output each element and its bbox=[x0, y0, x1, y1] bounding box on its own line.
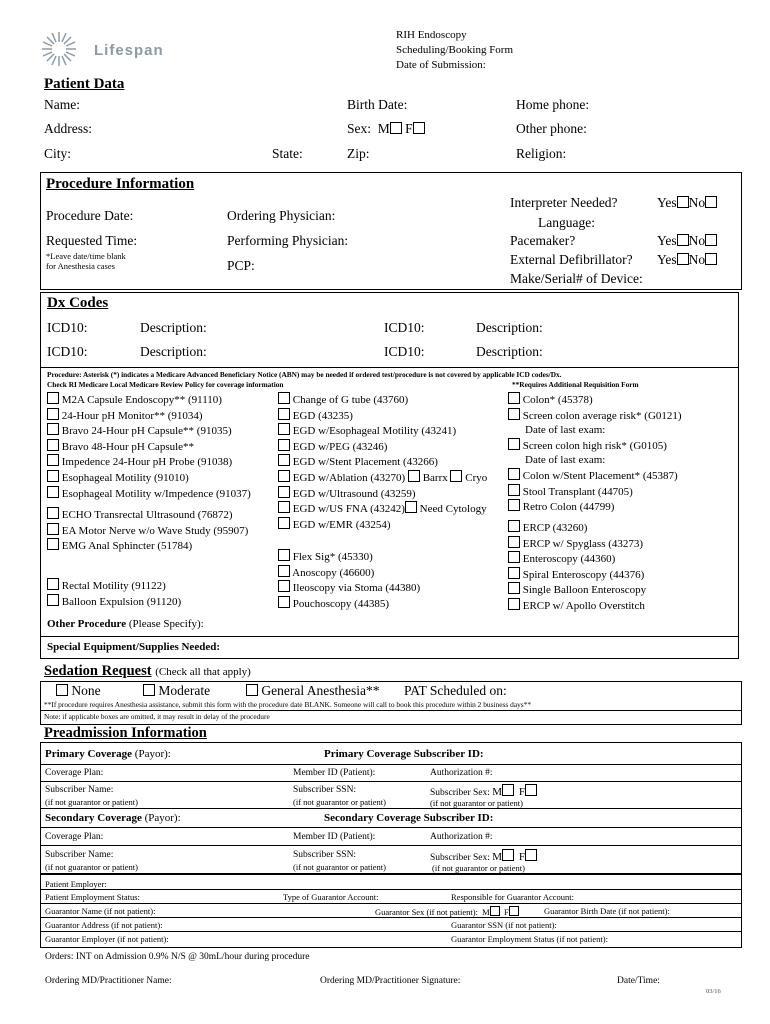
list-item[interactable]: EGD w/PEG (43246) bbox=[278, 439, 487, 455]
lifespan-burst-icon bbox=[40, 30, 78, 68]
ordering-md-signature-field[interactable]: Ordering MD/Practitioner Signature: bbox=[320, 976, 461, 986]
list-item[interactable]: EGD w/US FNA (43242) Need Cytology bbox=[278, 501, 487, 517]
defibrillator-yes-checkbox[interactable] bbox=[677, 253, 689, 265]
not-guarantor-note: (if not guarantor or patient) bbox=[293, 797, 386, 807]
divider bbox=[40, 808, 741, 809]
subscriber-sex-m-checkbox[interactable] bbox=[502, 849, 514, 861]
description-2[interactable]: Description: bbox=[476, 320, 543, 335]
logo-text: Lifespan bbox=[94, 42, 164, 59]
procedure-date-field[interactable]: Procedure Date: bbox=[46, 208, 134, 223]
zip-field[interactable]: Zip: bbox=[347, 146, 370, 161]
interpreter-no-checkbox[interactable] bbox=[705, 196, 717, 208]
dx-codes-heading: Dx Codes bbox=[47, 295, 109, 311]
lifespan-logo bbox=[40, 30, 78, 73]
employment-status-field[interactable]: Patient Employment Status: bbox=[45, 892, 140, 902]
moderate-checkbox bbox=[143, 684, 155, 696]
coverage-plan-field[interactable]: Coverage Plan: bbox=[45, 832, 104, 842]
form-title: RIH Endoscopy bbox=[396, 29, 467, 41]
divider bbox=[40, 903, 741, 904]
divider bbox=[40, 764, 741, 765]
secondary-coverage-field[interactable]: Secondary Coverage (Payor): bbox=[45, 812, 181, 824]
subscriber-sex-f-checkbox[interactable] bbox=[525, 784, 537, 796]
list-item[interactable]: Pouchoscopy (44385) bbox=[278, 596, 420, 612]
divider bbox=[40, 889, 741, 890]
pacemaker-yes-checkbox[interactable] bbox=[677, 234, 689, 246]
defibrillator-yes-no: Yes No bbox=[657, 252, 717, 268]
pacemaker-no-checkbox[interactable] bbox=[705, 234, 717, 246]
subscriber-sex-field: Subscriber Sex: M F bbox=[430, 849, 537, 863]
divider bbox=[40, 931, 741, 932]
list-item[interactable]: Spiral Enteroscopy (44376) bbox=[508, 567, 646, 583]
list-item[interactable]: Bravo 48-Hour pH Capsule** bbox=[47, 439, 251, 455]
list-item[interactable]: Anoscopy (46600) bbox=[278, 565, 420, 581]
list-item[interactable]: EGD w/Stent Placement (43266) bbox=[278, 454, 487, 470]
performing-physician-field[interactable]: Performing Physician: bbox=[227, 233, 349, 248]
list-item[interactable]: EGD w/Esophageal Motility (43241) bbox=[278, 423, 487, 439]
patient-employer-field[interactable]: Patient Employer: bbox=[45, 879, 107, 889]
orders-text: Orders: INT on Admission 0.9% N/S @ 30mL/hour during procedure bbox=[45, 952, 310, 962]
omitted-note: Note: if applicable boxes are omitted, it may result in delay of the procedure bbox=[44, 712, 270, 721]
leave-blank-note-1: *Leave date/time blank bbox=[46, 251, 126, 261]
list-item[interactable]: Esophageal Motility w/Impedence (91037) bbox=[47, 486, 251, 502]
list-item[interactable]: M2A Capsule Endoscopy** (91110) bbox=[47, 392, 251, 408]
list-item[interactable]: Date of last exam: bbox=[525, 454, 606, 467]
list-item[interactable]: ERCP w/ Apollo Overstitch bbox=[508, 598, 646, 614]
list-item[interactable]: 24-Hour pH Monitor** (91034) bbox=[47, 408, 251, 424]
barrx-checkbox[interactable] bbox=[408, 470, 420, 482]
none-checkbox bbox=[56, 684, 68, 696]
icd10-3[interactable]: ICD10: bbox=[47, 344, 88, 359]
revision-date: 03/16 bbox=[706, 988, 721, 995]
list-item[interactable]: Rectal Motility (91122) bbox=[47, 578, 181, 594]
primary-subscriber-id-field[interactable]: Primary Coverage Subscriber ID: bbox=[324, 748, 484, 760]
guarantor-name-field[interactable]: Guarantor Name (if not patient): bbox=[45, 906, 156, 916]
not-guarantor-note: (if not guarantor or patient) bbox=[45, 862, 138, 872]
general-anesthesia-checkbox bbox=[246, 684, 258, 696]
not-guarantor-note: (if not guarantor or patient) bbox=[293, 862, 386, 872]
member-id-field[interactable]: Member ID (Patient): bbox=[293, 832, 376, 842]
name-field[interactable]: Name: bbox=[44, 97, 80, 112]
list-item[interactable]: Colon* (45378) bbox=[508, 392, 682, 408]
guarantor-type-field[interactable]: Type of Guarantor Account: bbox=[283, 892, 379, 902]
subscriber-name-field[interactable]: Subscriber Name: bbox=[45, 850, 114, 860]
list-item[interactable]: Colon w/Stent Placement* (45387) bbox=[508, 468, 682, 484]
cryo-checkbox[interactable] bbox=[450, 470, 462, 482]
divider bbox=[40, 873, 741, 875]
divider bbox=[40, 917, 741, 918]
other-phone-field[interactable]: Other phone: bbox=[516, 121, 587, 136]
guarantor-sex-field: Guarantor Sex (if not patient): M F bbox=[375, 906, 519, 917]
city-field[interactable]: City: bbox=[44, 146, 72, 161]
interpreter-yes-no: Yes No bbox=[657, 195, 717, 211]
subscriber-ssn-field[interactable]: Subscriber SSN: bbox=[293, 850, 357, 860]
defibrillator-label: External Defibrillator? bbox=[510, 252, 633, 267]
preadmission-heading: Preadmission Information bbox=[44, 725, 207, 741]
list-item[interactable]: EMG Anal Sphincter (51784) bbox=[47, 538, 248, 554]
list-item[interactable]: Retro Colon (44799) bbox=[508, 499, 682, 515]
list-item[interactable]: EGD w/Ablation (43270) Barrx Cryo bbox=[278, 470, 487, 486]
list-item[interactable]: Flex Sig* (45330) bbox=[278, 549, 420, 565]
list-item[interactable]: Balloon Expulsion (91120) bbox=[47, 594, 181, 610]
leave-blank-note-2: for Anesthesia cases bbox=[46, 261, 115, 271]
primary-coverage-field[interactable]: Primary Coverage (Payor): bbox=[45, 748, 171, 760]
list-item[interactable]: ERCP (43260) bbox=[508, 520, 646, 536]
guarantor-sex-f-checkbox[interactable] bbox=[509, 906, 519, 916]
birth-date-field[interactable]: Birth Date: bbox=[347, 97, 408, 112]
defibrillator-no-checkbox[interactable] bbox=[705, 253, 717, 265]
subscriber-name-field[interactable]: Subscriber Name: bbox=[45, 785, 114, 795]
pacemaker-yes-no: Yes No bbox=[657, 233, 717, 249]
list-item[interactable]: Stool Transplant (44705) bbox=[508, 484, 682, 500]
sex-m-checkbox[interactable] bbox=[390, 122, 402, 134]
abn-note: Procedure: Asterisk (*) indicates a Medicare Advanced Beneficiary Notice (ABN) may be needed if ordered test/procedure is not covered by applicable ICD codes/Dx. bbox=[47, 370, 562, 379]
authorization-field[interactable]: Authorization #: bbox=[430, 768, 493, 778]
special-equipment-field[interactable]: Special Equipment/Supplies Needed: bbox=[47, 641, 220, 653]
list-item[interactable]: Enteroscopy (44360) bbox=[508, 551, 646, 567]
list-item[interactable]: ERCP w/ Spyglass (43273) bbox=[508, 536, 646, 552]
sedation-none[interactable]: None bbox=[56, 683, 101, 699]
sedation-general[interactable]: General Anesthesia** bbox=[246, 683, 379, 699]
sedation-heading: Sedation Request (Check all that apply) bbox=[44, 663, 251, 679]
authorization-field[interactable]: Authorization #: bbox=[430, 832, 493, 842]
guarantor-employment-status-field[interactable]: Guarantor Employment Status (if not patient): bbox=[451, 934, 608, 944]
divider bbox=[40, 781, 741, 782]
interpreter-label: Interpreter Needed? bbox=[510, 195, 618, 210]
device-serial-field[interactable]: Make/Serial# of Device: bbox=[510, 271, 643, 286]
date-time-field[interactable]: Date/Time: bbox=[617, 976, 660, 986]
guarantor-address-field[interactable]: Guarantor Address (if not patient): bbox=[45, 920, 163, 930]
sex-f-checkbox[interactable] bbox=[413, 122, 425, 134]
submission-date-label: Date of Submission: bbox=[396, 59, 486, 71]
icd10-4[interactable]: ICD10: bbox=[384, 344, 425, 359]
list-item[interactable]: Change of G tube (43760) bbox=[278, 392, 487, 408]
pacemaker-label: Pacemaker? bbox=[510, 233, 576, 248]
medicare-note: Check RI Medicare Local Medicare Review Policy for coverage information bbox=[47, 380, 284, 389]
requested-time-field[interactable]: Requested Time: bbox=[46, 233, 138, 248]
procedure-column-2 bbox=[278, 392, 487, 532]
guarantor-employer-field[interactable]: Guarantor Employer (if not patient): bbox=[45, 934, 169, 944]
religion-field[interactable]: Religion: bbox=[516, 146, 567, 161]
other-procedure-field[interactable]: Other Procedure (Please Specify): bbox=[47, 618, 204, 630]
procedure-column-1c bbox=[47, 578, 181, 609]
description-4[interactable]: Description: bbox=[476, 344, 543, 359]
address-field[interactable]: Address: bbox=[44, 121, 92, 136]
state-field[interactable]: State: bbox=[272, 146, 303, 161]
coverage-plan-field[interactable]: Coverage Plan: bbox=[45, 768, 104, 778]
list-item[interactable]: Bravo 24-Hour pH Capsule** (91035) bbox=[47, 423, 251, 439]
ordering-physician-field[interactable]: Ordering Physician: bbox=[227, 208, 336, 223]
language-field[interactable]: Language: bbox=[538, 215, 595, 230]
sedation-moderate[interactable]: Moderate bbox=[143, 683, 210, 699]
description-1[interactable]: Description: bbox=[140, 320, 207, 335]
list-item[interactable]: Screen colon high risk* (G0105) bbox=[508, 438, 682, 454]
list-item[interactable]: ECHO Transrectal Ultrasound (76872) bbox=[47, 507, 248, 523]
form-subtitle: Scheduling/Booking Form bbox=[396, 44, 514, 56]
list-item[interactable]: Screen colon average risk* (G0121) bbox=[508, 408, 682, 424]
procedure-column-2b bbox=[278, 549, 420, 611]
list-item[interactable]: EA Motor Nerve w/o Wave Study (95907) bbox=[47, 523, 248, 539]
description-3[interactable]: Description: bbox=[140, 344, 207, 359]
divider bbox=[40, 827, 741, 828]
list-item[interactable]: Esophageal Motility (91010) bbox=[47, 470, 251, 486]
list-item[interactable]: Date of last exam: bbox=[525, 424, 606, 437]
divider bbox=[40, 367, 738, 368]
secondary-subscriber-id-field[interactable]: Secondary Coverage Subscriber ID: bbox=[324, 812, 494, 824]
ordering-md-name-field[interactable]: Ordering MD/Practitioner Name: bbox=[45, 976, 172, 986]
icd10-2[interactable]: ICD10: bbox=[384, 320, 425, 335]
icd10-1[interactable]: ICD10: bbox=[47, 320, 88, 335]
pcp-field[interactable]: PCP: bbox=[227, 258, 255, 273]
need-cytology-checkbox[interactable] bbox=[405, 501, 417, 513]
procedure-information-heading: Procedure Information bbox=[46, 176, 195, 192]
procedure-column-1 bbox=[47, 392, 251, 501]
not-guarantor-note: (if not guarantor or patient) bbox=[430, 798, 523, 808]
requisition-note: **Requires Additional Requisition Form bbox=[512, 380, 639, 389]
divider bbox=[40, 710, 741, 711]
guarantor-birth-date-field[interactable]: Guarantor Birth Date (if not patient): bbox=[544, 906, 670, 916]
list-item[interactable]: Single Balloon Enteroscopy bbox=[508, 582, 646, 598]
member-id-field[interactable]: Member ID (Patient): bbox=[293, 768, 376, 778]
list-item[interactable]: Ileoscopy via Stoma (44380) bbox=[278, 580, 420, 596]
subscriber-ssn-field[interactable]: Subscriber SSN: bbox=[293, 785, 357, 795]
procedure-column-3 bbox=[508, 392, 682, 515]
subscriber-sex-field: Subscriber Sex: M F bbox=[430, 784, 537, 798]
procedure-column-1b bbox=[47, 507, 248, 554]
subscriber-sex-m-checkbox[interactable] bbox=[502, 784, 514, 796]
responsible-guarantor-field[interactable]: Responsible for Guarantor Account: bbox=[451, 892, 574, 902]
not-guarantor-note: (if not guarantor or patient) bbox=[45, 797, 138, 807]
subscriber-sex-f-checkbox[interactable] bbox=[525, 849, 537, 861]
list-item[interactable]: Impedence 24-Hour pH Probe (91038) bbox=[47, 454, 251, 470]
patient-data-heading: Patient Data bbox=[44, 76, 125, 92]
guarantor-sex-m-checkbox[interactable] bbox=[490, 906, 500, 916]
list-item[interactable]: EGD (43235) bbox=[278, 408, 487, 424]
anesthesia-note: **If procedure requires Anesthesia assistance, submit this form with the procedure date BLANK. Someone will call to book this procedure within 2 business days** bbox=[44, 700, 532, 709]
list-item[interactable]: EGD w/EMR (43254) bbox=[278, 517, 487, 533]
divider bbox=[40, 845, 741, 846]
interpreter-yes-checkbox[interactable] bbox=[677, 196, 689, 208]
list-item[interactable]: EGD w/Ultrasound (43259) bbox=[278, 486, 487, 502]
home-phone-field[interactable]: Home phone: bbox=[516, 97, 590, 112]
not-guarantor-note: (if not guarantor or patient) bbox=[432, 863, 525, 873]
procedure-column-3b bbox=[508, 520, 646, 614]
pat-scheduled-field[interactable]: PAT Scheduled on: bbox=[404, 683, 507, 698]
guarantor-ssn-field[interactable]: Guarantor SSN (if not patient): bbox=[451, 920, 557, 930]
divider bbox=[40, 636, 738, 637]
sex-field: Sex: M F bbox=[347, 121, 425, 137]
